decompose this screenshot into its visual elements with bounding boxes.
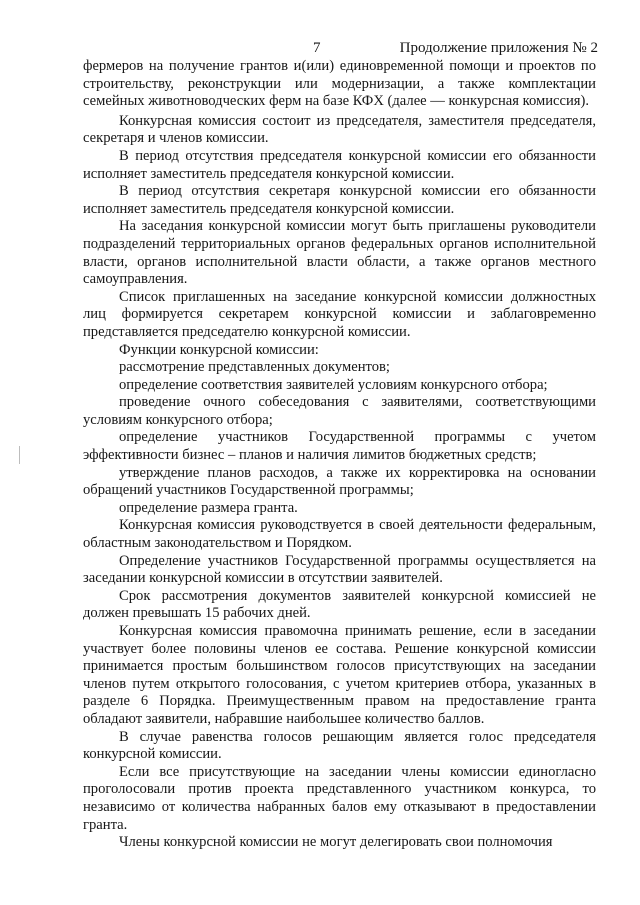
paragraph: Конкурсная комиссия руководствуется в своей деятельности федеральным, областным законодательством и Порядком. [83,517,596,552]
paragraph: утверждение планов расходов, а также их корректировка на основании обращений участников Государственной программы; [83,464,596,499]
paragraph: В период отсутствия председателя конкурсной комиссии его обязанности исполняет заместитель председателя конкурсной комиссии. [83,147,596,182]
paragraph: Если все присутствующие на заседании члены комиссии единогласно проголосовали против проекта представленного участником конкурса, то независимо от количества набранных балов ему отказывают в предоставлении гранта. [83,763,596,833]
appendix-continuation-label: Продолжение приложения № 2 [399,40,598,56]
paragraph: Срок рассмотрения документов заявителей конкурсной комиссией не должен превышать 15 рабочих дней. [83,587,596,622]
paragraph: В период отсутствия секретаря конкурсной комиссии его обязанности исполняет заместитель председателя конкурсной комиссии. [83,183,596,217]
paragraph: На заседания конкурсной комиссии могут быть приглашены руководители подразделений территориальных органов федеральных органов исполнительной власти, органов исполнительной власти области, а также органов местного самоуправления. [83,218,596,288]
scan-artifact [19,446,20,464]
paragraph: определение соответствия заявителей условиям конкурсного отбора; [119,376,548,393]
paragraph: Список приглашенных на заседание конкурсной комиссии должностных лиц формируется секретарем конкурсной комиссии и заблаговременно представляется председателю конкурсной комиссии. [83,288,596,340]
page-header [83,40,596,58]
paragraph: проведение очного собеседования с заявителями, соответствующими условиям конкурсного отбора; [83,394,596,428]
paragraph: Функции конкурсной комиссии: [119,341,319,358]
paragraph: фермеров на получение грантов и(или) единовременной помощи и проектов по строительству, реконструкции или модернизации, а также комплектации семейных животноводческих ферм на базе КФХ (далее — конкурсная комиссия). [83,58,596,110]
page-number: 7 [313,40,321,56]
paragraph: определение размера гранта. [119,499,298,516]
paragraph: Конкурсная комиссия состоит из председателя, заместителя председателя, секретаря и членов комиссии. [83,112,596,147]
paragraph: определение участников Государственной программы с учетом эффективности бизнес – планов и наличия лимитов бюджетных средств; [83,429,596,464]
document-body [83,58,596,852]
paragraph: Конкурсная комиссия правомочна принимать решение, если в заседании участвует более половины членов ее состава. Решение конкурсной комиссии принимается простым большинством голосов присутствующих на заседании членов путем открытого голосования, с учетом критериев отбора, указанных в разделе 6 Порядка. Преимущественным правом на предоставление гранта обладают заявители, набравшие наибольшее количество баллов. [83,623,596,727]
paragraph: рассмотрение представленных документов; [119,359,390,376]
paragraph: Определение участников Государственной программы осуществляется на заседании конкурсной комиссии в отсутствии заявителей. [83,552,596,587]
paragraph: Члены конкурсной комиссии не могут делегировать свои полномочия [119,834,553,851]
paragraph: В случае равенства голосов решающим является голос председателя конкурсной комиссии. [83,728,596,763]
